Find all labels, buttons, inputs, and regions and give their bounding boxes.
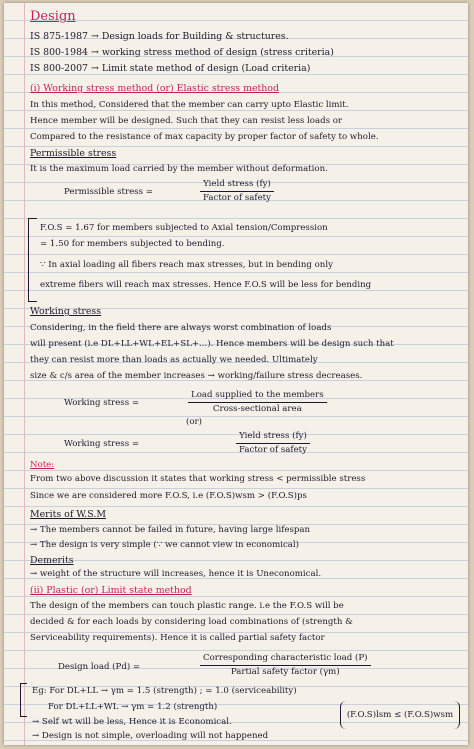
- example-line: For DL+LL+WL → γm = 1.2 (strength): [48, 702, 218, 712]
- fraction-numerator: Load supplied to the members: [188, 390, 327, 403]
- lsm-text-line: decided & for each loads by considering load combinations of (strength &: [30, 617, 353, 627]
- fos-line: ∵ In axial loading all fibers reach max stresses, but in bending only: [40, 260, 333, 270]
- wsm-intro-line: Hence member will be designed. Such that they can resist less loads or: [30, 116, 343, 126]
- or-text: (or): [186, 417, 202, 427]
- fos-line: F.O.S = 1.67 for members subjected to Axial tension/Compression: [40, 223, 328, 233]
- note-line: From two above discussion it states that working stress < permissible stress: [30, 474, 366, 484]
- fos-comparison-box: (F.O.S)lsm ≤ (F.O.S)wsm: [340, 701, 460, 729]
- demerit-item: → weight of the structure will increases, hence it is Uneconomical.: [30, 569, 322, 579]
- working-formula-fraction: [188, 390, 327, 415]
- working-text-line: will present (i.e DL+LL+WL+EL+SL+...). Hence members will be design such that: [30, 339, 394, 349]
- working-formula-lhs: Working stress =: [64, 398, 140, 408]
- fos-line: extreme fibers will reach max stresses. Hence F.O.S will be less for bending: [40, 280, 372, 290]
- working-formula-lhs: Working stress =: [64, 439, 140, 449]
- lsm-text-line: Serviceability requirements). Hence it is called partial safety factor: [30, 633, 325, 643]
- permissible-formula-lhs: Permissible stress =: [64, 187, 153, 197]
- fraction-numerator: Yield stress (fy): [200, 179, 274, 192]
- working-text-line: size & c/s area of the member increases → working/failure stress decreases.: [30, 371, 363, 381]
- design-formula-fraction: [200, 653, 371, 678]
- demerits-heading: Demerits: [30, 555, 74, 566]
- permissible-definition: It is the maximum load carried by the member without deformation.: [30, 164, 328, 174]
- merit-item: → The members cannot be failed in future, having large lifespan: [30, 525, 311, 535]
- fos-bracket: [28, 218, 37, 302]
- working-text-line: they can resist more than loads as actually we needed. Ultimately: [30, 355, 318, 365]
- code-line: IS 800-1984 → working stress method of design (stress criteria): [30, 47, 334, 58]
- wsm-intro-line: Compared to the resistance of max capacity by proper factor of safety to whole.: [30, 132, 379, 142]
- page-title: Design: [30, 9, 76, 24]
- note-label: Note:: [30, 460, 55, 470]
- wsm-intro-line: In this method, Considered that the member can carry upto Elastic limit.: [30, 100, 349, 110]
- margin-line: [24, 3, 25, 745]
- merits-heading: Merits of W.S.M: [30, 509, 106, 520]
- example-line: Eg: For DL+LL → γm = 1.5 (strength) ; = 1.0 (serviceability): [32, 686, 297, 696]
- working-heading: Working stress: [30, 306, 102, 317]
- fraction-numerator: Corresponding characteristic load (P): [200, 653, 371, 666]
- note-line: Since we are considered more F.O.S, i.e (F.O.S)wsm > (F.O.S)ps: [30, 491, 307, 501]
- example-line: → Self wt will be less, Hence it is Economical.: [32, 717, 232, 727]
- working-text-line: Considering, in the field there are always worst combination of loads: [30, 323, 332, 333]
- design-formula-lhs: Design load (Pd) =: [58, 662, 141, 672]
- fraction-denominator: Factor of safety: [239, 445, 307, 455]
- example-bracket: [20, 683, 27, 717]
- example-line: → Design is not simple, overloading will not happened: [32, 731, 269, 741]
- fraction-numerator: Yield stress (fy): [236, 431, 310, 444]
- permissible-heading: Permissible stress: [30, 148, 117, 159]
- fraction-denominator: Factor of safety: [203, 193, 271, 203]
- code-line: IS 800-2007 → Limit state method of design (Load criteria): [30, 63, 311, 74]
- notebook-page: [4, 3, 468, 745]
- code-line: IS 875-1987 → Design loads for Building & structures.: [30, 31, 289, 42]
- fraction-denominator: Cross-sectional area: [212, 404, 302, 414]
- working-formula-fraction: [236, 431, 310, 456]
- lsm-heading: (ii) Plastic (or) Limit state method: [30, 585, 192, 596]
- fos-line: = 1.50 for members subjected to bending.: [40, 239, 225, 249]
- fraction-denominator: Partial safety factor (γm): [230, 667, 340, 677]
- merit-item: → The design is very simple (∵ we cannot view in economical): [30, 540, 300, 550]
- wsm-heading: (i) Working stress method (or) Elastic stress method: [30, 83, 279, 94]
- lsm-text-line: The design of the members can touch plastic range. i.e the F.O.S will be: [30, 601, 344, 611]
- permissible-formula-fraction: [200, 179, 274, 204]
